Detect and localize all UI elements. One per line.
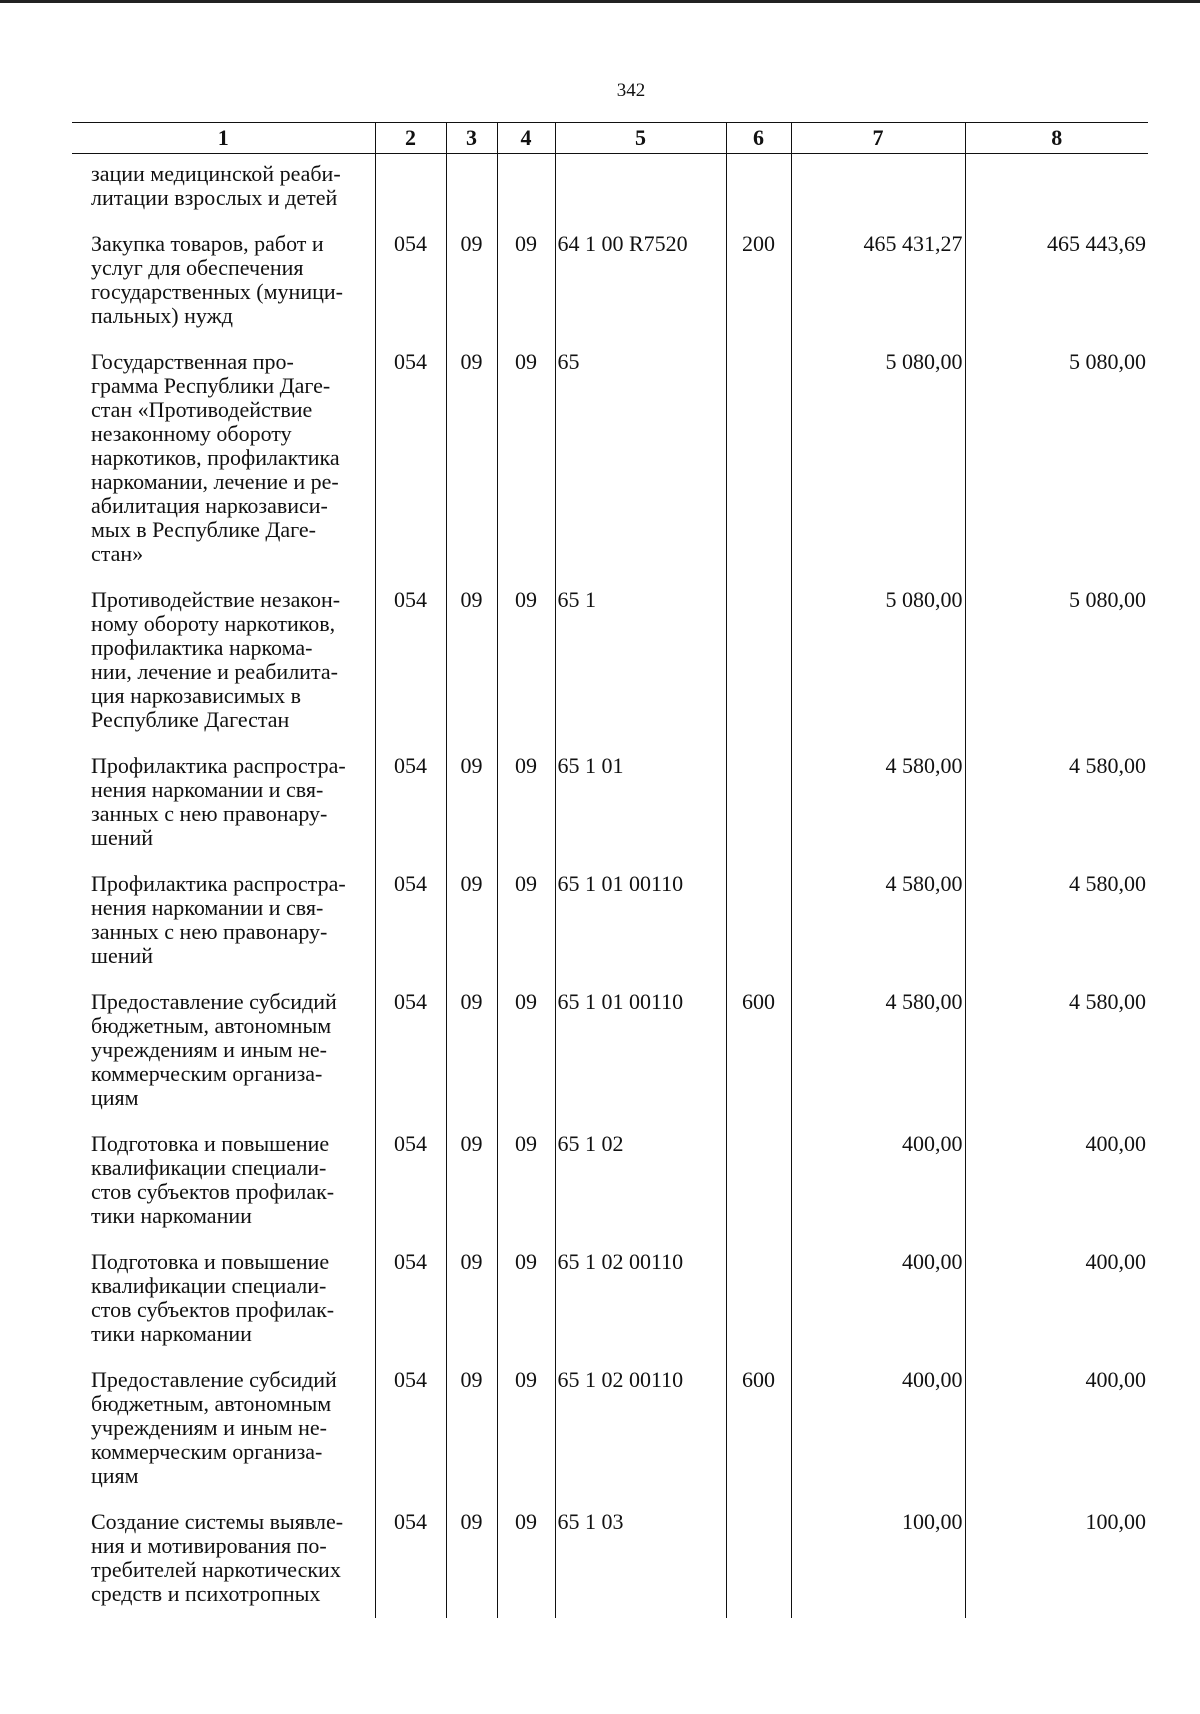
section-code	[446, 154, 497, 233]
target-article-code	[555, 154, 726, 233]
amount-col-8	[965, 154, 1148, 233]
description-line: учреждениям и иным не-	[91, 1415, 327, 1440]
table-row	[72, 872, 1148, 990]
amount-col-7: 400,00	[791, 1368, 965, 1510]
description-line: ния и мотивирования по-	[91, 1533, 327, 1558]
expense-type-code: 600	[726, 1368, 791, 1510]
description-line: Профилактика распростра-	[91, 753, 346, 778]
table-row	[72, 232, 1148, 350]
subsection-code: 09	[497, 232, 555, 350]
amount-col-7: 400,00	[791, 1132, 965, 1250]
target-article-code: 65	[555, 350, 726, 588]
description-line: средств и психотропных	[91, 1581, 321, 1606]
description-line: тики наркомании	[91, 1203, 252, 1228]
section-code: 09	[446, 1132, 497, 1250]
description-line: Создание системы выявле-	[91, 1509, 344, 1534]
row-description	[72, 350, 375, 588]
header-col-1: 1	[72, 123, 375, 154]
description-line: бюджетным, автономным	[91, 1013, 332, 1038]
description-line: наркомании, лечение и ре-	[91, 469, 339, 494]
description-line: циям	[91, 1085, 139, 1110]
section-code: 09	[446, 990, 497, 1132]
description-line: занных с нею правонару-	[91, 801, 328, 826]
table-row	[72, 350, 1148, 588]
subsection-code: 09	[497, 872, 555, 990]
amount-col-7: 4 580,00	[791, 990, 965, 1132]
table-row	[72, 1132, 1148, 1250]
description-line: Подготовка и повышение	[91, 1131, 330, 1156]
row-description	[72, 1368, 375, 1510]
table-row	[72, 588, 1148, 754]
description-line: циям	[91, 1463, 139, 1488]
header-col-3: 3	[446, 123, 497, 154]
description-line: коммерческим организа-	[91, 1061, 323, 1086]
description-line: стан «Противодействие	[91, 397, 313, 422]
amount-col-7	[791, 154, 965, 233]
amount-col-8: 4 580,00	[965, 990, 1148, 1132]
description-line: мых в Республике Даге-	[91, 517, 316, 542]
expense-type-code: 200	[726, 232, 791, 350]
section-code: 09	[446, 232, 497, 350]
section-code: 09	[446, 872, 497, 990]
subsection-code: 09	[497, 1368, 555, 1510]
section-code: 09	[446, 1510, 497, 1618]
amount-col-8: 400,00	[965, 1368, 1148, 1510]
amount-col-8: 400,00	[965, 1250, 1148, 1368]
description-line: Профилактика распростра-	[91, 871, 346, 896]
header-col-7: 7	[791, 123, 965, 154]
subsection-code: 09	[497, 588, 555, 754]
table-row	[72, 990, 1148, 1132]
row-description	[72, 1132, 375, 1250]
description-line: шений	[91, 943, 154, 968]
description-line: Предоставление субсидий	[91, 989, 337, 1014]
section-code: 09	[446, 1368, 497, 1510]
description-line: стов субъектов профилак-	[91, 1297, 335, 1322]
row-description	[72, 1250, 375, 1368]
page-top-edge	[0, 0, 1200, 3]
subsection-code	[497, 154, 555, 233]
row-description	[72, 990, 375, 1132]
description-line: Противодействие незакон-	[91, 587, 341, 612]
amount-col-8: 4 580,00	[965, 754, 1148, 872]
amount-col-8: 5 080,00	[965, 588, 1148, 754]
budget-table	[72, 123, 1148, 1618]
expense-type-code	[726, 1510, 791, 1618]
description-line: квалификации специали-	[91, 1273, 327, 1298]
subsection-code: 09	[497, 1250, 555, 1368]
target-article-code: 64 1 00 R7520	[555, 232, 726, 350]
amount-col-7: 100,00	[791, 1510, 965, 1618]
admin-code: 054	[375, 990, 446, 1132]
description-line: ному обороту наркотиков,	[91, 611, 336, 636]
description-line: наркотиков, профилактика	[91, 445, 340, 470]
expense-type-code	[726, 154, 791, 233]
header-col-8: 8	[965, 123, 1148, 154]
amount-col-7: 465 431,27	[791, 232, 965, 350]
description-line: Республике Дагестан	[91, 707, 290, 732]
admin-code: 054	[375, 1368, 446, 1510]
description-line: грамма Республики Даге-	[91, 373, 331, 398]
expense-type-code	[726, 754, 791, 872]
description-line: государственных (муници-	[91, 279, 343, 304]
target-article-code: 65 1 01	[555, 754, 726, 872]
subsection-code: 09	[497, 990, 555, 1132]
description-line: нения наркомании и свя-	[91, 895, 324, 920]
description-line: зации медицинской реаби-	[91, 161, 341, 186]
description-line: тики наркомании	[91, 1321, 252, 1346]
amount-col-8: 5 080,00	[965, 350, 1148, 588]
description-line: Государственная про-	[91, 349, 294, 374]
admin-code: 054	[375, 588, 446, 754]
row-description	[72, 154, 375, 233]
table-body	[72, 154, 1148, 1619]
table-row	[72, 1510, 1148, 1618]
table-row	[72, 1368, 1148, 1510]
description-line: Подготовка и повышение	[91, 1249, 330, 1274]
amount-col-7: 5 080,00	[791, 350, 965, 588]
description-line: шений	[91, 825, 154, 850]
page-number: 342	[616, 80, 646, 101]
expense-type-code: 600	[726, 990, 791, 1132]
description-line: ция наркозависимых в	[91, 683, 302, 708]
target-article-code: 65 1 01 00110	[555, 990, 726, 1132]
target-article-code: 65 1 01 00110	[555, 872, 726, 990]
subsection-code: 09	[497, 1510, 555, 1618]
row-description	[72, 754, 375, 872]
row-description	[72, 1510, 375, 1618]
description-line: Закупка товаров, работ и	[91, 231, 324, 256]
description-line: занных с нею правонару-	[91, 919, 328, 944]
admin-code: 054	[375, 232, 446, 350]
header-col-4: 4	[497, 123, 555, 154]
description-line: Предоставление субсидий	[91, 1367, 337, 1392]
description-line: стан»	[91, 541, 144, 566]
amount-col-8: 4 580,00	[965, 872, 1148, 990]
expense-type-code	[726, 350, 791, 588]
description-line: бюджетным, автономным	[91, 1391, 332, 1416]
amount-col-7: 4 580,00	[791, 754, 965, 872]
header-col-6: 6	[726, 123, 791, 154]
description-line: пальных) нужд	[91, 303, 234, 328]
target-article-code: 65 1 02 00110	[555, 1250, 726, 1368]
expense-type-code	[726, 872, 791, 990]
description-line: учреждениям и иным не-	[91, 1037, 327, 1062]
section-code: 09	[446, 754, 497, 872]
table-header-row	[72, 123, 1148, 154]
admin-code: 054	[375, 872, 446, 990]
admin-code: 054	[375, 1250, 446, 1368]
section-code: 09	[446, 1250, 497, 1368]
table-row	[72, 754, 1148, 872]
description-line: стов субъектов профилак-	[91, 1179, 335, 1204]
admin-code	[375, 154, 446, 233]
description-line: коммерческим организа-	[91, 1439, 323, 1464]
description-line: нения наркомании и свя-	[91, 777, 324, 802]
subsection-code: 09	[497, 1132, 555, 1250]
section-code: 09	[446, 588, 497, 754]
description-line: абилитация наркозависи-	[91, 493, 328, 518]
description-line: требителей наркотических	[91, 1557, 341, 1582]
amount-col-7: 400,00	[791, 1250, 965, 1368]
target-article-code: 65 1 02 00110	[555, 1368, 726, 1510]
description-line: квалификации специали-	[91, 1155, 327, 1180]
description-line: нии, лечение и реабилита-	[91, 659, 338, 684]
amount-col-8: 400,00	[965, 1132, 1148, 1250]
expense-type-code	[726, 1250, 791, 1368]
row-description	[72, 872, 375, 990]
subsection-code: 09	[497, 350, 555, 588]
admin-code: 054	[375, 1132, 446, 1250]
row-description	[72, 588, 375, 754]
target-article-code: 65 1 02	[555, 1132, 726, 1250]
amount-col-8: 465 443,69	[965, 232, 1148, 350]
table-row	[72, 1250, 1148, 1368]
admin-code: 054	[375, 754, 446, 872]
header-col-5: 5	[555, 123, 726, 154]
budget-table-container	[72, 122, 1148, 1606]
target-article-code: 65 1	[555, 588, 726, 754]
description-line: профилактика наркома-	[91, 635, 313, 660]
section-code: 09	[446, 350, 497, 588]
amount-col-7: 5 080,00	[791, 588, 965, 754]
header-col-2: 2	[375, 123, 446, 154]
row-description	[72, 232, 375, 350]
description-line: услуг для обеспечения	[91, 255, 304, 280]
amount-col-8: 100,00	[965, 1510, 1148, 1618]
admin-code: 054	[375, 350, 446, 588]
description-line: литации взрослых и детей	[91, 185, 338, 210]
expense-type-code	[726, 588, 791, 754]
expense-type-code	[726, 1132, 791, 1250]
subsection-code: 09	[497, 754, 555, 872]
amount-col-7: 4 580,00	[791, 872, 965, 990]
description-line: незаконному обороту	[91, 421, 292, 446]
table-row	[72, 154, 1148, 233]
admin-code: 054	[375, 1510, 446, 1618]
target-article-code: 65 1 03	[555, 1510, 726, 1618]
